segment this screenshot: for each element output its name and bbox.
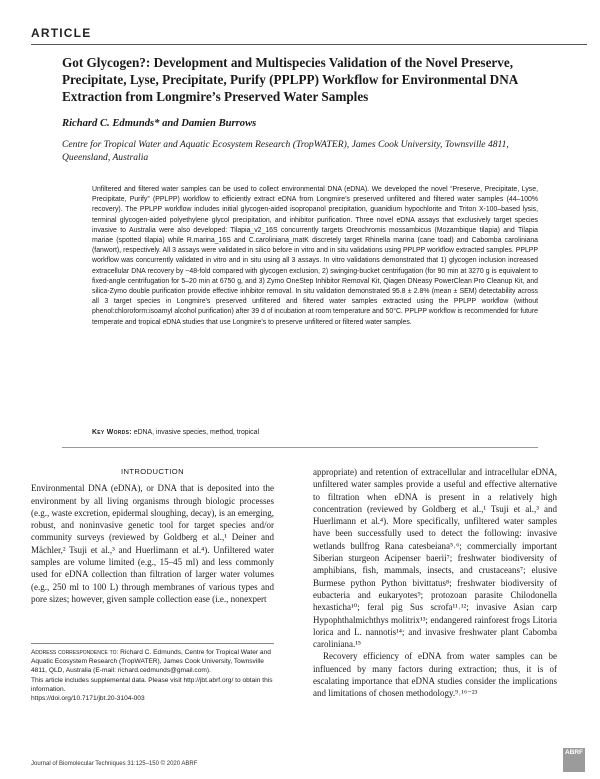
doi-link[interactable]: https://doi.org/10.7171/jbt.20-3104-003 [31,695,145,703]
authors: Richard C. Edmunds* and Damien Burrows [62,118,257,129]
journal-footer: Journal of Biomolecular Techniques 31:125–150 © 2020 ABRF [31,761,198,767]
correspondence-text: Richard C. Edmunds, Centre for Tropical Water and Aquatic Ecosystem Research (TropWATER), James Cook University, Townsville 4811, QLD, Australia (E-mail: richard.cedmunds@gmail.com). [31,649,271,675]
introduction-heading: INTRODUCTION [120,467,184,476]
correspondence-label: Address correspondence to: [31,649,119,656]
keywords-text: eDNA, invasive species, method, tropical [133,429,259,436]
footnote [31,648,274,703]
abstract-text: Unfiltered and filtered water samples can be used to collect environmental DNA (eDNA). We developed the novel “Preserve, Precipitate, Lyse, Precipitate, Purify” (PPLPP) workflow to efficiently extract eDNA from Longmire’s preserved unfiltered and filtered water samples (44–100% recovery). The PPLPP workflow includes initial glycogen-aided isopropanol precipitation, guanidium hypochlorite and Triton X-100–based lysis, terminal glycogen-aided polyethylene glycol precipitation, and inhibitor purification. Three novel eDNA assays that exclusively target species invasive to Australia were also developed: Tilapia_v2_16S concurrently targets Oreochromis mossambicus (Mozambique tilapia) and Tilapia mariae (spotted tilapia) while R.marina_16S and C.caroliniana_matK discretely target Rhinella marina (cane toad) and Cabomba caroliniana (fanwort), respectively. All 3 assays were validated in silico before in vitro and in situ validations using PPLPP workflow extracted samples. PPLPP workflow was concurrently validated in vitro and in situ using all 3 assays. In vitro validations demonstrated that 1) glycogen inclusion increased extracellular DNA recovery by ~48-fold compared with glycogen exclusion, 2) swinging-bucket centrifugation (for 90 min at 3270 g is equivalent to fixed-angle centrifugation for 5–20 min at 6750 g, and 3) Zymo OneStep Inhibitor Removal Kit, Qiagen DNeasy PowerClean Pro Cleanup Kit, and silica-Zymo double purification provide effective inhibitor removal. In situ validation demonstrated 95.8 ± 2.8% (mean ± SEM) detectability across all 3 target species in Longmire’s preserved unfiltered and filtered water samples extracted using the PPLPP workflow (without phenol:chloroform:isoamyl alcohol purification) after 39 d of incubation at room temperature and 50°C. PPLPP workflow is recommended for future temperate and tropical eDNA studies that use Longmire’s to preserve unfiltered or filtered water samples. [92,186,538,326]
abrf-logo: ABRF [563,748,585,772]
right-column [313,466,557,700]
abstract-divider [62,447,538,448]
intro-paragraph-right-2: Recovery efficiency of eDNA from water samples can be influenced by many factors during extraction; thus, it is of escalating importance that eDNA studies consider the implications and limitations of chosen methodology.⁹˒¹⁶⁻²³ [313,651,557,699]
affiliation: Centre for Tropical Water and Aquatic Ecosystem Research (TropWATER), James Cook University, Townsville 4811, Queensland, Australia [62,139,509,163]
intro-paragraph-left: Environmental DNA (eDNA), or DNA that is deposited into the environment by all living organisms through biologic processes (e.g., waste excretion, epidermal sloughing, decay), is an emerging, robust, and noninvasive genetic tool for target species and/or community surveys (reviewed by Goldberg et al.,¹ Deiner and Mächler,² Tsuji et al.,³ and Huerlimann et al.⁴). Unfiltered water samples are volume limited (e.g., 15–45 ml) and less commonly used for eDNA collection than filtration of larger water volumes (e.g., 250 ml to 100 L) through membranes of various types and pore sizes; however, given sample collection ease (i.e., nonexpert [31,483,275,604]
supplemental-note: This article includes supplemental data. Please visit http://jbt.abrf.org/ to obtain this information. [31,676,273,693]
footnote-rule [31,643,274,644]
keywords-label: Key Words: [92,429,132,436]
header-rule [31,44,587,45]
abstract [92,185,538,328]
keywords [92,429,538,436]
paper-title: Got Glycogen?: Development and Multispecies Validation of the Novel Preserve, Precipitate, Lyse, Precipitate, Purify (PPLPP) Workflow for Environmental DNA Extraction from Longmire’s Preserved Water Samples [62,55,518,104]
left-column [31,466,274,605]
article-label: ARTICLE [31,26,92,40]
intro-paragraph-right-1: appropriate) and retention of extracellular and intracellular eDNA, unfiltered water samples provide a useful and effective alternative to filtration when eDNA is present in a relatively high concentration (reviewed by Goldberg et al.,¹ Tsuji et al.,³ and Huerlimann et al.⁴). More specifically, unfiltered water samples have been successfully used to detect the following: invasive wetlands bullfrog Rana catesbeiana⁵˒⁶; commercially important Siberian sturgeon Acipenser baerii⁷; freshwater biodiversity of amphibians, fish, mammals, insects, and crustaceans⁷; elusive Burmese python Python bivittatus⁸; freshwater biodiversity of eubacteria and eukaryotes⁹; protozoan parasite Chilodonella hexasticha¹⁰; feral pig Sus scrofa¹¹˒¹²; invasive Asian carp Hypophthalmichthys molitrix¹³; endangered rainforest frogs Litoria lorica and L. nannotis¹⁴; and invasive freshwater plant Cabomba caroliniana.¹⁵ [313,467,557,650]
